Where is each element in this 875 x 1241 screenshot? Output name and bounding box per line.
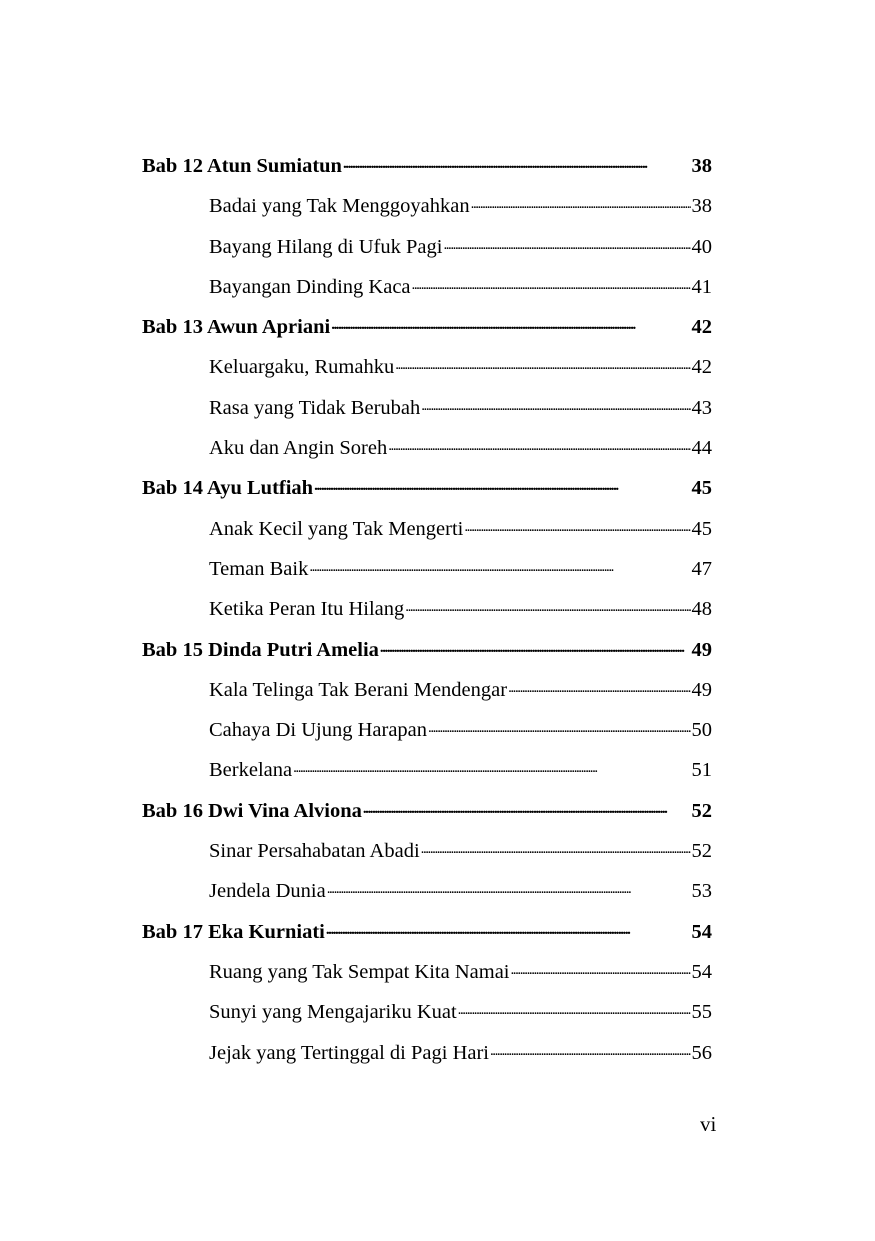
entry-page: 53: [691, 880, 712, 903]
entry-page: 41: [691, 275, 712, 298]
entry-page: 56: [691, 1041, 712, 1064]
table-of-contents: [142, 146, 712, 1073]
dot-leader: [343, 152, 691, 173]
entry-page: 45: [691, 477, 712, 500]
entry-title: Anak Kecil yang Tak Mengerti: [209, 517, 464, 540]
entry-page: 44: [691, 437, 712, 460]
entry-page: 40: [691, 235, 712, 258]
dot-leader: [490, 1038, 691, 1059]
toc-sub-entry[interactable]: [142, 1033, 712, 1073]
toc-sub-entry[interactable]: [142, 227, 712, 267]
toc-sub-entry[interactable]: [142, 992, 712, 1032]
entry-page: 52: [691, 840, 712, 863]
toc-chapter-entry[interactable]: [142, 307, 712, 347]
entry-page: 38: [691, 195, 712, 218]
dot-leader: [405, 595, 690, 616]
toc-sub-entry[interactable]: [142, 710, 712, 750]
entry-title: Bab 13 Awun Apriani: [142, 316, 331, 339]
entry-page: 51: [691, 759, 712, 782]
entry-title: Ruang yang Tak Sempat Kita Namai: [209, 960, 510, 983]
entry-page: 54: [691, 960, 712, 983]
entry-page: 50: [691, 719, 712, 742]
entry-page: 52: [691, 799, 712, 822]
entry-title: Sinar Persahabatan Abadi: [209, 840, 420, 863]
toc-sub-entry[interactable]: [142, 670, 712, 710]
entry-title: Cahaya Di Ujung Harapan: [209, 719, 428, 742]
dot-leader: [363, 796, 691, 817]
entry-page: 47: [691, 557, 712, 580]
entry-title: Aku dan Angin Soreh: [209, 437, 388, 460]
toc-sub-entry[interactable]: [142, 388, 712, 428]
entry-title: Bab 17 Eka Kurniati: [142, 920, 325, 943]
dot-leader: [293, 756, 690, 777]
entry-page: 49: [691, 678, 712, 701]
dot-leader: [309, 554, 690, 575]
entry-page: 38: [691, 155, 712, 177]
dot-leader: [327, 877, 691, 898]
dot-leader: [395, 353, 690, 374]
page-number: vi: [700, 1112, 717, 1136]
entry-page: 42: [691, 316, 712, 339]
toc-chapter-entry[interactable]: [142, 146, 712, 186]
toc-sub-entry[interactable]: [142, 509, 712, 549]
entry-page: 54: [691, 920, 712, 943]
toc-sub-entry[interactable]: [142, 831, 712, 871]
toc-sub-entry[interactable]: [142, 428, 712, 468]
entry-page: 48: [691, 598, 712, 621]
dot-leader: [331, 313, 690, 334]
entry-page: 55: [691, 1001, 712, 1024]
entry-title: Kala Telinga Tak Berani Mendengar: [209, 678, 508, 701]
dot-leader: [412, 272, 691, 293]
entry-title: Berkelana: [209, 759, 293, 782]
toc-sub-entry[interactable]: [142, 871, 712, 911]
dot-leader: [511, 957, 691, 978]
entry-title: Keluargaku, Rumahku: [209, 356, 395, 379]
entry-title: Rasa yang Tidak Berubah: [209, 396, 421, 419]
entry-title: Jejak yang Tertinggal di Pagi Hari: [209, 1041, 489, 1064]
entry-page: 49: [691, 638, 712, 661]
entry-title: Bab 15 Dinda Putri Amelia: [142, 638, 379, 661]
dot-leader: [471, 192, 691, 213]
entry-page: 43: [691, 396, 712, 419]
dot-leader: [508, 675, 690, 696]
entry-page: 42: [691, 356, 712, 379]
dot-leader: [421, 837, 691, 858]
dot-leader: [458, 998, 691, 1019]
toc-sub-entry[interactable]: [142, 267, 712, 307]
entry-title: Teman Baik: [209, 557, 309, 580]
entry-page: 45: [691, 517, 712, 540]
entry-title: Bayang Hilang di Ufuk Pagi: [209, 235, 443, 258]
dot-leader: [428, 716, 690, 737]
toc-sub-entry[interactable]: [142, 589, 712, 629]
toc-sub-entry[interactable]: [142, 952, 712, 992]
toc-chapter-entry[interactable]: [142, 630, 712, 670]
toc-sub-entry[interactable]: [142, 549, 712, 589]
dot-leader: [388, 434, 690, 455]
toc-chapter-entry[interactable]: [142, 468, 712, 508]
toc-sub-entry[interactable]: [142, 347, 712, 387]
entry-title: Ketika Peran Itu Hilang: [209, 598, 405, 621]
dot-leader: [380, 635, 691, 656]
entry-title: Bab 16 Dwi Vina Alviona: [142, 799, 362, 822]
entry-title: Sunyi yang Mengajariku Kuat: [209, 1001, 457, 1024]
dot-leader: [314, 474, 690, 495]
toc-sub-entry[interactable]: [142, 750, 712, 790]
dot-leader: [326, 917, 691, 938]
entry-title: Bab 12 Atun Sumiatun: [142, 155, 342, 177]
entry-title: Bab 14 Ayu Lutfiah: [142, 477, 314, 500]
dot-leader: [464, 514, 690, 535]
toc-chapter-entry[interactable]: [142, 791, 712, 831]
toc-chapter-entry[interactable]: [142, 912, 712, 952]
toc-sub-entry[interactable]: [142, 186, 712, 226]
entry-title: Jendela Dunia: [209, 880, 326, 903]
entry-title: Bayangan Dinding Kaca: [209, 275, 411, 298]
dot-leader: [421, 393, 690, 414]
entry-title: Badai yang Tak Menggoyahkan: [209, 195, 470, 218]
dot-leader: [443, 232, 690, 253]
